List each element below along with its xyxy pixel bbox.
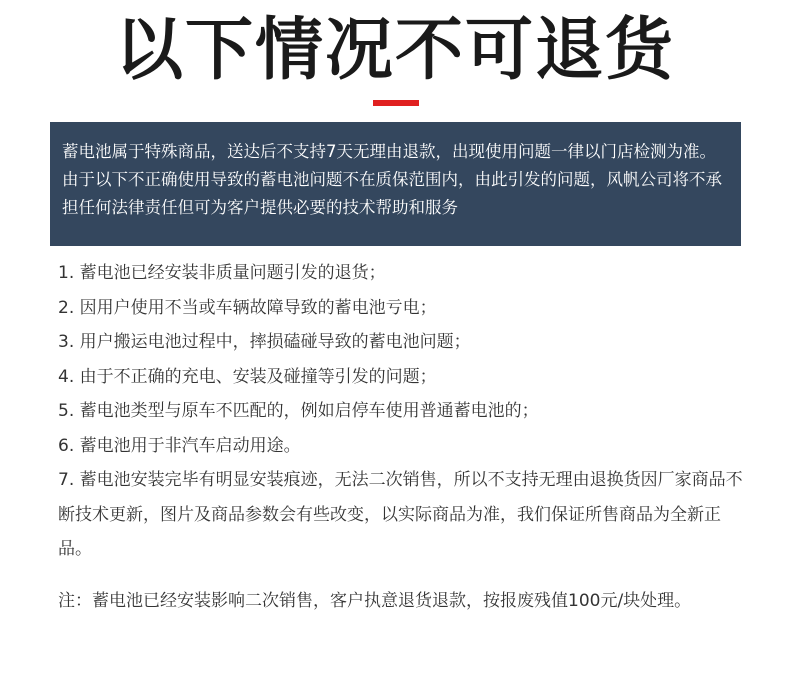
rule-item-7: 7. 蓄电池安装完毕有明显安装痕迹，无法二次销售，所以不支持无理由退换货因厂家商品不断技术更新，图片及商品参数会有些改变，以实际商品为准，我们保证所售商品为全新正品。 <box>58 470 743 559</box>
notice-text: 蓄电池属于特殊商品，送达后不支持7天无理由退款，出现使用问题一律以门店检测为准。由于以下不正确使用导致的蓄电池问题不在质保范围内，由此引发的问题，风帆公司将不承担任何法律责任但可为客户提供必要的技术帮助和服务 <box>62 142 722 217</box>
rules-list <box>58 256 748 567</box>
page-title: 以下情况不可退货 <box>114 11 675 90</box>
rule-item-5: 5. 蓄电池类型与原车不匹配的，例如启停车使用普通蓄电池的； <box>58 401 539 421</box>
rule-item-1: 1. 蓄电池已经安装非质量问题引发的退货； <box>58 263 386 283</box>
footnote: 注：蓄电池已经安装影响二次销售，客户执意退货退款，按报废残值100元/块处理。 <box>58 591 692 611</box>
rule-item-4: 4. 由于不正确的充电、安装及碰撞等引发的问题； <box>58 366 437 387</box>
rule-item-3: 3. 用户搬运电池过程中，摔损磕碰导致的蓄电池问题； <box>58 332 471 352</box>
rule-item-6: 6. 蓄电池用于非汽车启动用途。 <box>58 435 301 456</box>
notice-box <box>50 122 741 246</box>
rule-item-2: 2. 因用户使用不当或车辆故障导致的蓄电池亏电； <box>58 297 437 318</box>
title-underline-accent <box>373 100 419 106</box>
